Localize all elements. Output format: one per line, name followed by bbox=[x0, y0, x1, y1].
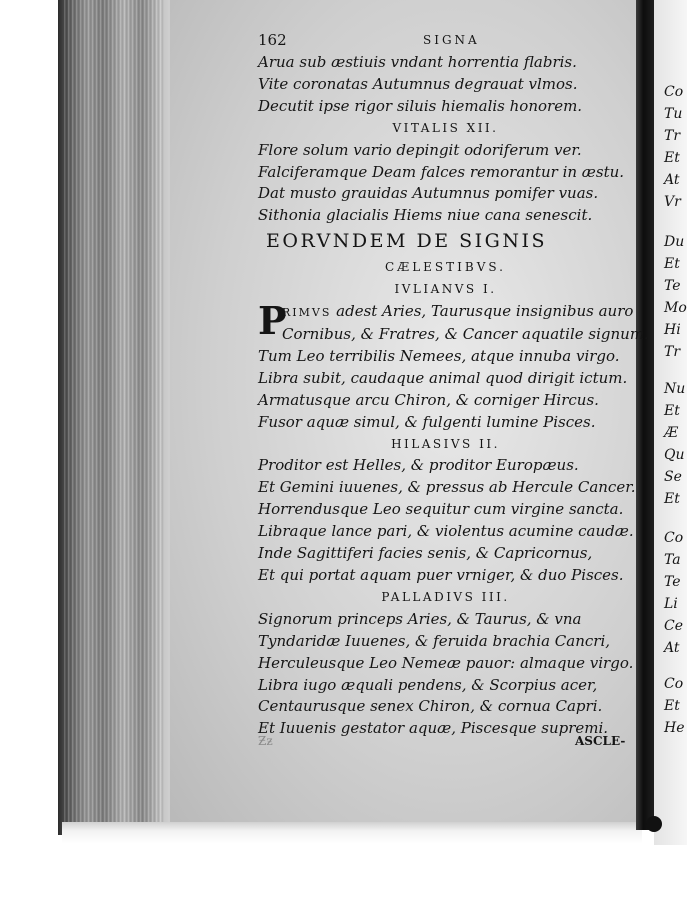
verse-line: Arua sub æstiuis vndant horrentia flabris. bbox=[258, 53, 577, 71]
verse-line: Sithonia glacialis Hiems niue cana senescit. bbox=[258, 206, 593, 225]
verse-line: Dat musto grauidas Autumnus pomifer vuas. bbox=[258, 184, 599, 203]
verse-line: Et Gemini iuuenes, & pressus ab Hercule Cancer. bbox=[258, 478, 636, 497]
first-word-small-caps: RIMVS bbox=[282, 306, 332, 320]
section-subtitle: CÆLESTIBVS. bbox=[385, 260, 506, 275]
right-page-fragment: Et bbox=[664, 403, 680, 419]
right-page-fragment: At bbox=[664, 640, 680, 656]
poem-heading-hilasius: HILASIVS II. bbox=[391, 436, 500, 451]
page-number: 162 bbox=[258, 31, 287, 49]
verse-line: Tyndaridæ Iuuenes, & feruida brachia Cancri, bbox=[258, 631, 611, 650]
right-page-fragment: Co bbox=[664, 84, 684, 100]
verse-line: Et qui portat aquam puer vrniger, & duo Pisces. bbox=[258, 565, 624, 584]
right-page-fragment: Tu bbox=[664, 106, 683, 122]
right-page-fragment: Vr bbox=[664, 194, 681, 210]
verse-line: Et Iuuenis gestator aquæ, Piscesque supremi. bbox=[258, 719, 609, 738]
verse-line: Cornibus, & Fratres, & Cancer aquatile signum. bbox=[282, 325, 649, 344]
catchword: ASCLE- bbox=[575, 734, 626, 748]
right-page bbox=[654, 0, 687, 845]
verse-line: Tum Leo terribilis Nemees, atque innuba virgo. bbox=[258, 346, 620, 365]
verse-line: Centaurusque senex Chiron, & cornua Capri. bbox=[258, 697, 603, 716]
right-page-fragment: Ce bbox=[664, 618, 683, 634]
book-gutter bbox=[636, 0, 654, 830]
right-page-fragment: Te bbox=[664, 574, 681, 590]
verse-line: Signorum princeps Aries, & Taurus, & vna bbox=[258, 609, 582, 628]
right-page-fragment: Et bbox=[664, 150, 680, 166]
right-page-fragment: Ta bbox=[664, 552, 681, 568]
right-page-fragment: Et bbox=[664, 491, 680, 507]
right-page-fragment: Mo bbox=[664, 300, 687, 316]
verse-line: Armatusque arcu Chiron, & corniger Hircus. bbox=[258, 390, 599, 409]
verse-line: Libra iugo æquali pendens, & Scorpius acer, bbox=[258, 675, 598, 694]
poem-heading-vitalis: VITALIS XII. bbox=[392, 120, 499, 135]
page-edge-lines bbox=[64, 0, 164, 830]
right-page-fragment: Tr bbox=[664, 344, 681, 360]
right-page-fragment: Tr bbox=[664, 128, 681, 144]
right-page-fragment: Li bbox=[664, 596, 678, 612]
page-bottom-edge bbox=[62, 822, 642, 844]
verse-line: Falciferamque Deam falces remorantur in æstu. bbox=[258, 162, 625, 181]
page-text bbox=[258, 30, 649, 740]
right-page-fragment: Nu bbox=[664, 381, 686, 397]
verse-line: Fusor aquæ simul, & fulgenti lumine Pisces. bbox=[258, 412, 596, 431]
clasp-knob bbox=[646, 816, 662, 832]
verse-line: Libraque lance pari, & violentus acumine caudæ. bbox=[258, 522, 634, 541]
verse-line: Proditor est Helles, & proditor Europæus. bbox=[258, 456, 579, 475]
right-page-fragment: Co bbox=[664, 676, 684, 692]
verse-line: Horrendusque Leo sequitur cum virgine sancta. bbox=[258, 500, 624, 519]
verse-line: Flore solum vario depingit odoriferum ver. bbox=[258, 140, 582, 159]
poem-heading-iulianus: IVLIANVS I. bbox=[394, 282, 497, 297]
verse-line: Herculeusque Leo Nemeæ pauor: almaque virgo. bbox=[258, 653, 634, 672]
first-line-text: adest Aries, Taurusque insignibus auro bbox=[331, 302, 634, 321]
drop-cap: P bbox=[258, 298, 287, 344]
right-page-fragment: He bbox=[664, 720, 685, 736]
right-page-fragment: Se bbox=[664, 469, 682, 485]
right-page-fragment: At bbox=[664, 172, 680, 188]
right-page-fragment: Te bbox=[664, 278, 681, 294]
right-page-fragment: Hi bbox=[664, 322, 681, 338]
right-page-fragment: Du bbox=[664, 234, 685, 250]
verse-line: Decutit ipse rigor siluis hiemalis honorem. bbox=[258, 96, 583, 115]
running-head: SIGNA bbox=[423, 33, 480, 47]
right-page-fragment: Qu bbox=[664, 447, 685, 463]
right-page-fragment: Et bbox=[664, 256, 680, 272]
right-page-fragment: Et bbox=[664, 698, 680, 714]
page-header bbox=[258, 30, 633, 52]
right-page-fragment: Æ bbox=[664, 425, 679, 441]
right-page-fragment: Co bbox=[664, 530, 684, 546]
poem-heading-palladius: PALLADIVS III. bbox=[381, 589, 510, 604]
verse-line: Inde Sagittiferi facies senis, & Capricornus, bbox=[258, 544, 593, 563]
verse-line: Vite coronatas Autumnus degrauat vlmos. bbox=[258, 74, 578, 93]
section-title: EORVNDEM DE SIGNIS bbox=[266, 230, 548, 253]
signature-mark: Ƶƶ bbox=[258, 734, 273, 748]
verse-line: Libra subit, caudaque animal quod dirigit ictum. bbox=[258, 368, 628, 387]
